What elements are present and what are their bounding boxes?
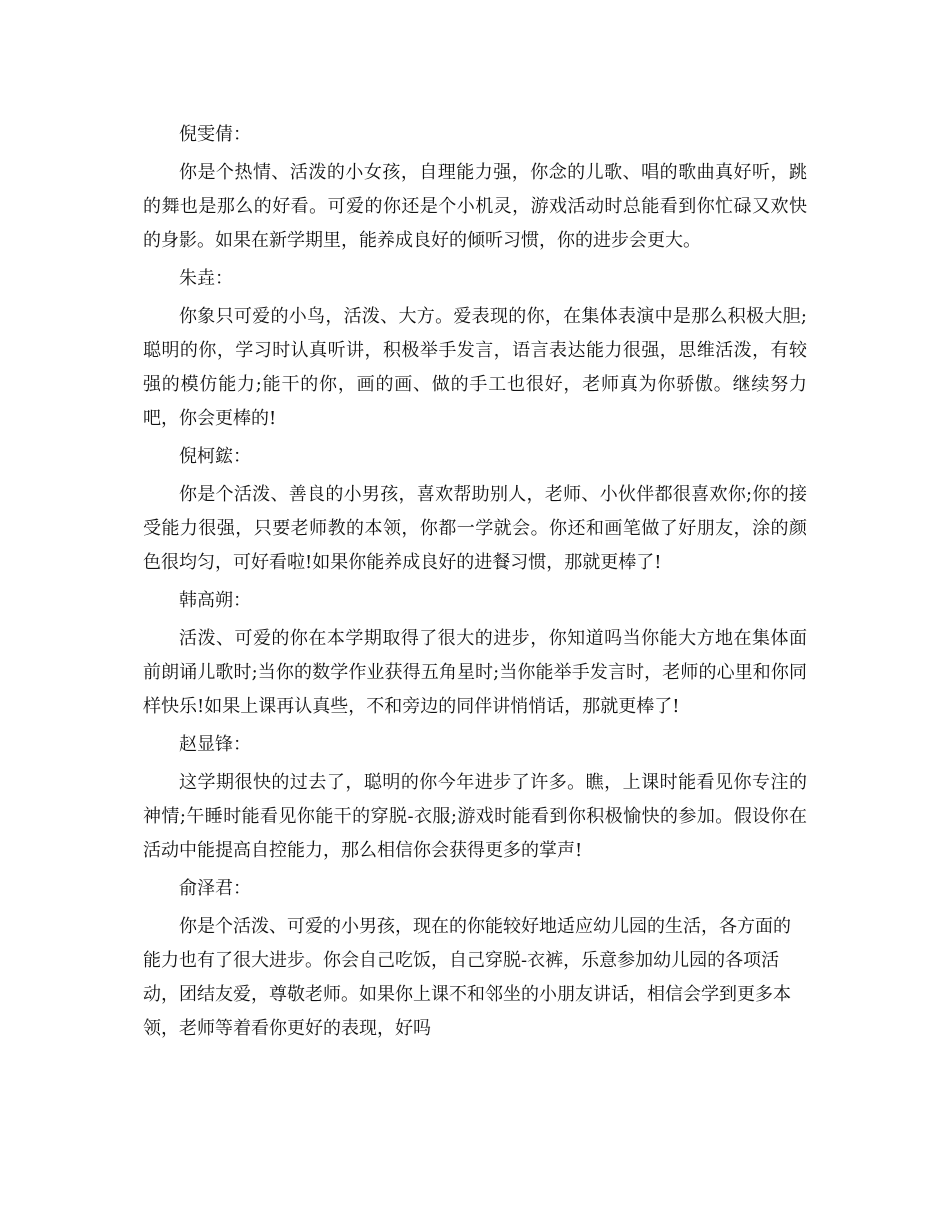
student-name: 朱垚： xyxy=(179,268,233,289)
student-name: 赵显锋： xyxy=(179,734,251,755)
comment-text: 你象只可爱的小鸟，活泼、大方。爱表现的你，在集体表演中是那么积极大胆;聪明的你，学习时认真听讲，积极举手发言，语言表达能力很强，思维活泼，有较强的模仿能力;能干的你，画的画、做的手工也很好，老师真为你骄傲。继续努力吧，你会更棒的! xyxy=(143,306,807,429)
comment-entry-5 xyxy=(143,728,807,868)
student-name: 倪雯倩： xyxy=(179,124,251,145)
student-name: 倪柯鋐： xyxy=(179,446,251,467)
comment-entry-4 xyxy=(143,584,807,724)
comment-text: 这学期很快的过去了，聪明的你今年进步了许多。瞧，上课时能看见你专注的神情;午睡时能看见你能干的穿脱-衣服;游戏时能看到你积极愉快的参加。假设你在活动中能提高自控能力，那么相信你会获得更多的掌声! xyxy=(143,772,807,861)
comment-text: 你是个热情、活泼的小女孩，自理能力强，你念的儿歌、唱的歌曲真好听，跳的舞也是那么的好看。可爱的你还是个小机灵，游戏活动时总能看到你忙碌又欢快的身影。如果在新学期里，能养成良好的倾听习惯，你的进步会更大。 xyxy=(143,162,807,251)
student-name: 韩高朔： xyxy=(179,590,251,611)
comment-text: 活泼、可爱的你在本学期取得了很大的进步，你知道吗当你能大方地在集体面前朗诵儿歌时;当你的数学作业获得五角星时;当你能举手发言时，老师的心里和你同样快乐!如果上课再认真些，不和旁边的同伴讲悄悄话，那就更棒了! xyxy=(143,628,807,717)
student-name: 俞泽君： xyxy=(179,878,251,899)
comment-text: 你是个活泼、可爱的小男孩，现在的你能较好地适应幼儿园的生活，各方面的能力也有了很大进步。你会自己吃饭，自己穿脱-衣裤，乐意参加幼儿园的各项活动，团结友爱，尊敬老师。如果你上课不和邻坐的小朋友讲话，相信会学到更多本领，老师等着看你更好的表现，好吗 xyxy=(143,916,791,1039)
comment-text: 你是个活泼、善良的小男孩，喜欢帮助别人，老师、小伙伴都很喜欢你;你的接受能力很强，只要老师教的本领，你都一学就会。你还和画笔做了好朋友，涂的颜色很均匀，可好看啦!如果你能养成良好的进餐习惯，那就更棒了! xyxy=(143,484,807,573)
comment-entry-2 xyxy=(143,262,807,436)
comment-entry-6 xyxy=(143,872,807,1046)
comment-entry-1 xyxy=(143,118,807,258)
comment-entry-3 xyxy=(143,440,807,580)
